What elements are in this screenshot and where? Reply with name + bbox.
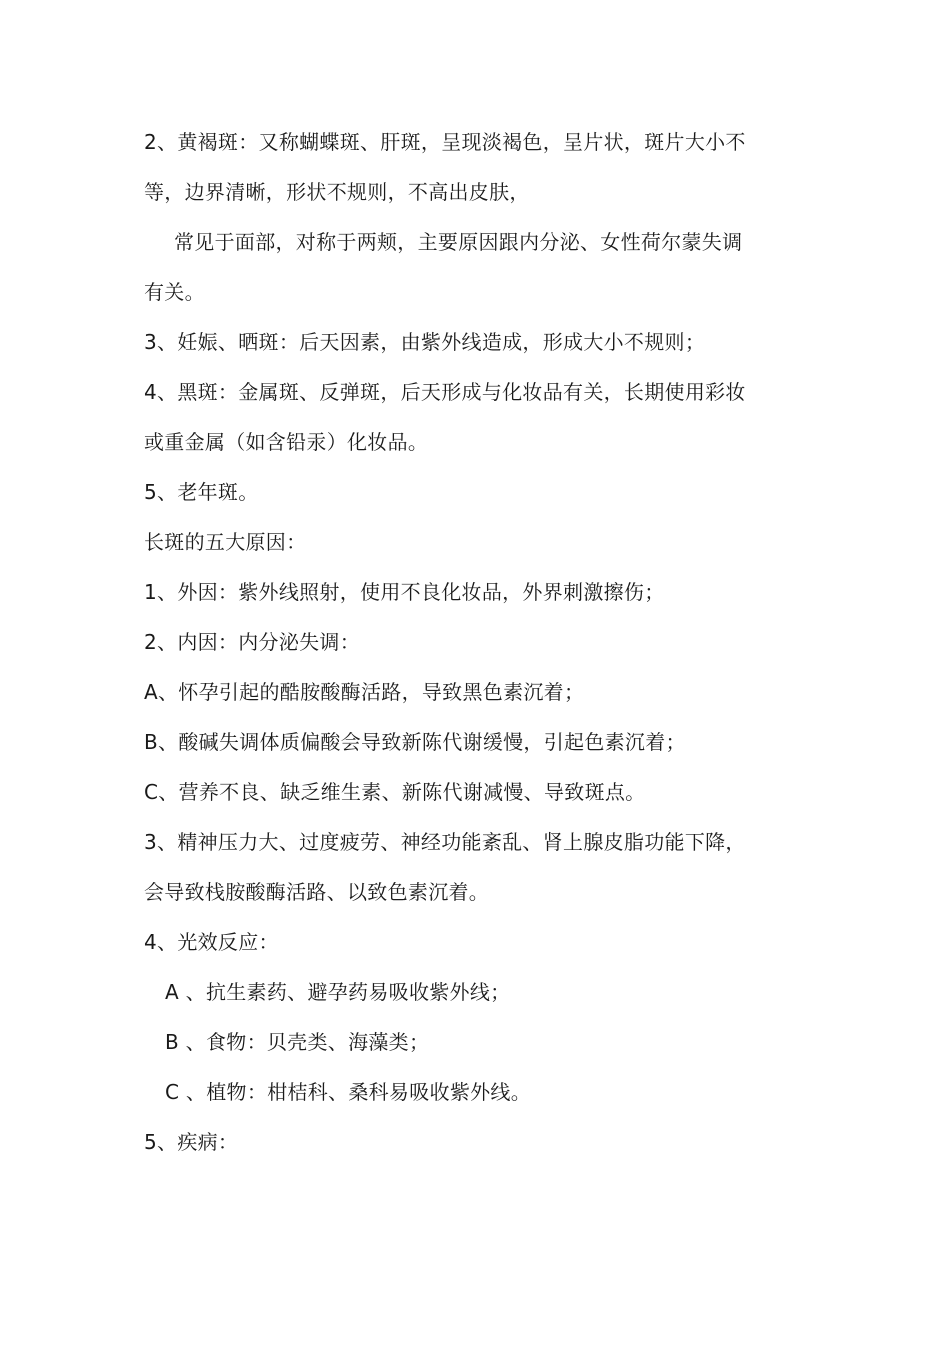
text-line: 3、精神压力大、过度疲劳、神经功能紊乱、肾上腺皮脂功能下降， (144, 830, 746, 854)
text-line: 5、老年斑。 (144, 480, 259, 504)
text-line: B、酸碱失调体质偏酸会导致新陈代谢缓慢，引起色素沉着； (144, 730, 686, 754)
text-line: 4、黑斑：金属斑、反弹斑，后天形成与化妆品有关，长期使用彩妆 (144, 380, 746, 404)
text-line: A、怀孕引起的酷胺酸酶活路，导致黑色素沉着； (144, 680, 585, 704)
text-line: B 、食物：贝壳类、海藻类； (165, 1030, 430, 1054)
text-line: 等，边界清晰，形状不规则，不高出皮肤， (144, 180, 530, 204)
text-line: 5、疾病： (144, 1130, 239, 1154)
text-line: 会导致栈胺酸酶活路、以致色素沉着。 (144, 880, 490, 904)
text-line: 4、光效反应： (144, 930, 279, 954)
text-line: C、营养不良、缺乏维生素、新陈代谢减慢、导致斑点。 (144, 780, 646, 804)
text-line: 2、黄褐斑：又称蝴蝶斑、肝斑，呈现淡褐色，呈片状，斑片大小不 (144, 130, 746, 154)
text-line: 3、妊娠、晒斑：后天因素，由紫外线造成，形成大小不规则； (144, 330, 706, 354)
section-heading: 长斑的五大原因： (144, 530, 307, 554)
text-line: C 、植物：柑桔科、桑科易吸收紫外线。 (165, 1080, 532, 1104)
text-line: A 、抗生素药、避孕药易吸收紫外线； (165, 980, 511, 1004)
text-line: 常见于面部，对称于两颊，主要原因跟内分泌、女性荷尔蒙失调 (174, 230, 743, 254)
text-line: 2、内因：内分泌失调： (144, 630, 361, 654)
text-line: 有关。 (144, 280, 205, 304)
text-line: 或重金属（如含铅汞）化妆品。 (144, 430, 429, 454)
text-line: 1、外因：紫外线照射，使用不良化妆品，外界刺激擦伤； (144, 580, 665, 604)
